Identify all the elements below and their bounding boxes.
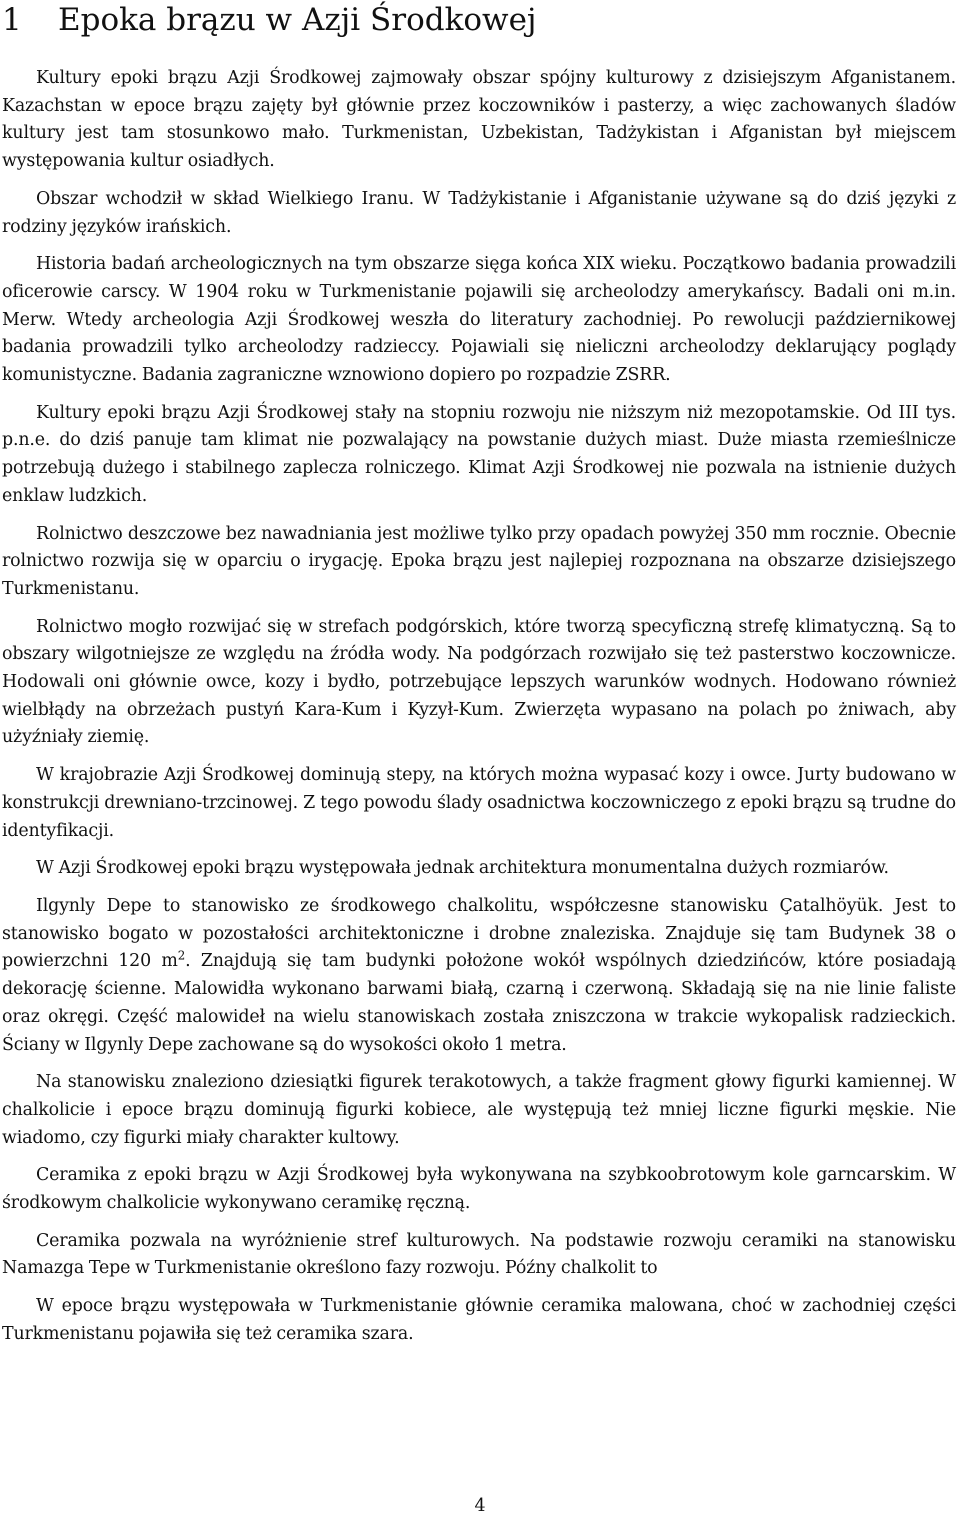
section-title: Epoka brązu w Azji Środkowej — [58, 2, 537, 38]
paragraph-painted-ceramics: W epoce brązu występowała w Turkmenistanie głównie ceramika malowana, choć w zachodniej części Turkmenistanu pojawiła się też ceramika szara. — [2, 1296, 956, 1344]
paragraph-intro: Kultury epoki brązu Azji Środkowej zajmowały obszar spójny kulturowy z dzisiejszym Afganistanem. Kazachstan w epoce brązu zajęty był głównie przez koczowników i pasterzy, a więc zachowanych śladów kultury jest tam stosunkowo mało. Turkmenistan, Uzbekistan, Tadżykistan i Afganistan był miejscem występowania kultur osiadłych. — [2, 68, 956, 172]
paragraph-steppes: W krajobrazie Azji Środkowej dominują stepy, na których można wypasać kozy i owce. Jurty budowano w konstrukcji drewniano-trzcinowej. Z tego powodu ślady osadnictwa koczowniczego z epoki brązu są trudne do identyfikacji. — [2, 765, 956, 841]
paragraph-climate: Kultury epoki brązu Azji Środkowej stały na stopniu rozwoju nie niższym niż mezopotamskie. Od III tys. p.n.e. do dziś panuje tam klimat nie pozwalający na powstanie dużych miast. Duże miasta rzemieślnicze potrzebują dużego i stabilnego zaplecza rolniczego. Klimat Azji Środkowej nie pozwala na istnienie dużych enklaw ludzkich. — [2, 402, 956, 506]
paragraph-figurines: Na stanowisku znaleziono dziesiątki figurek terakotowych, a także fragment głowy figurki kamiennej. W chalkolicie i epoce brązu dominują figurki kobiece, ale występują też mniej liczne figurki męskie. Nie wiadomo, czy figurki miały charakter kultowy. — [2, 1072, 956, 1148]
section-body — [2, 65, 956, 1359]
section-number: 1 — [2, 2, 22, 38]
paragraph-pottery-wheel: Ceramika z epoki brązu w Azji Środkowej była wykonywana na szybkoobrotowym kole garncarskim. W środkowym chalkolicie wykonywano ceramikę ręczną. — [2, 1165, 956, 1214]
paragraph-ilgynly-depe — [2, 893, 956, 1059]
superscript-two: 2 — [177, 948, 186, 963]
paragraph-architecture: W Azji Środkowej epoki brązu występowała jednak architektura monumentalna dużych rozmiarów. — [36, 858, 889, 879]
ilgynly-text-a: Ilgynly Depe to stanowisko ze środkowego chalkolitu, współczesne stanowisku Çatalhöyük. Jest to stanowisko bogato w pozostałości architektoniczne i drobne znaleziska. Znajduje się tam Budynek 38 o powierzchni 120 m — [2, 895, 956, 972]
paragraph-research-history: Historia badań archeologicznych na tym obszarze sięga końca XIX wieku. Początkowo badania prowadzili oficerowie carscy. W 1904 roku w Turkmenistanie pojawili się archeolodzy amerykańscy. Badali oni m.in. Merw. Wtedy archeologia Azji Środkowej weszła do literatury zachodniej. Po rewolucji październikowej badania prowadzili tylko archeolodzy radzieccy. Pojawiali się nieliczni archeolodzy deklarujący poglądy komunistyczne. Badania zagraniczne wznowiono dopiero po rozpadzie ZSRR. — [2, 254, 956, 386]
paragraph-iran: Obszar wchodził w skład Wielkiego Iranu. W Tadżykistanie i Afganistanie używane są do dziś języki z rodziny języków irańskich. — [2, 188, 956, 237]
page-number: 4 — [474, 1496, 486, 1516]
paragraph-agriculture: Rolnictwo deszczowe bez nawadniania jest możliwe tylko przy opadach powyżej 350 mm rocznie. Obecnie rolnictwo rozwija się w oparciu o irygację. Epoka brązu jest najlepiej rozpoznana na obszarze dzisiejszego Turkmenistanu. — [2, 523, 956, 599]
section-heading — [2, 0, 537, 40]
ilgynly-text-b: . Znajdują się tam budynki położone wokół wspólnych dziedzińców, które posiadają dekorację ścienne. Malowidła wykonano barwami białą, czarną i czerwoną. Składają się na nie linie faliste oraz okręgi. Część malowideł na wielu stanowiskach została zniszczona w trakcie wykopalisk radzieckich. Ściany w Ilgynly Depe zachowane są do wysokości około 1 metra. — [2, 951, 956, 1055]
paragraph-foothills: Rolnictwo mogło rozwijać się w strefach podgórskich, które tworzą specyficzną strefę klimatyczną. Są to obszary wilgotniejsze ze względu na źródła wody. Na podgórzach rozwijało się też pasterstwo koczownicze. Hodowali oni głównie owce, kozy i bydło, potrzebujące lepszych warunków wodnych. Hodowano również wielbłądy na obrzeżach pustyń Kara-Kum i Kyzył-Kum. Zwierzęta wypasano na polach po żniwach, aby użyźniały ziemię. — [2, 616, 956, 748]
paragraph-cultural-zones: Ceramika pozwala na wyróżnienie stref kulturowych. Na podstawie rozwoju ceramiki na stanowisku Namazga Tepe w Turkmenistanie określono fazy rozwoju. Późny chalkolit to — [2, 1230, 956, 1279]
